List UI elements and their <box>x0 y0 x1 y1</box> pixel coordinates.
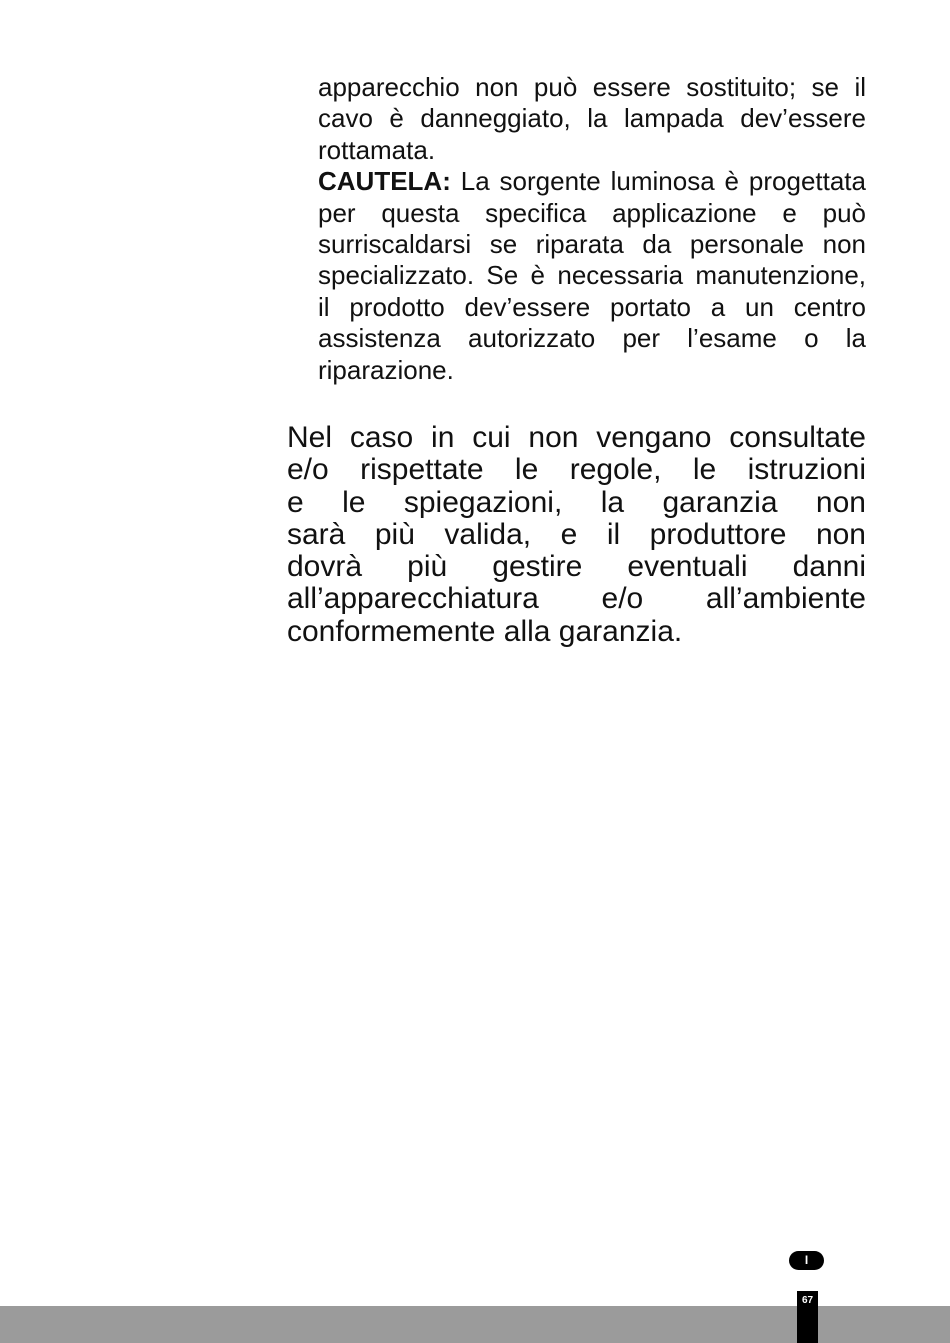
warranty-line-6: all’apparecchiatura e/o all’ambiente <box>287 582 866 616</box>
caution-body-line-1: per questa specifica applicazione e può <box>318 197 866 228</box>
warranty-paragraph <box>287 422 866 648</box>
caution-body-line-4: il prodotto dev’essere portato a un centro <box>318 291 866 322</box>
page-number: 67 <box>801 1295 814 1306</box>
caution-line-3: rottamata. <box>318 134 436 165</box>
warranty-line-3: e le spiegazioni, la garanzia non <box>287 485 866 519</box>
warranty-line-7: conformemente alla garanzia. <box>287 614 683 648</box>
caution-label-line-text: La sorgente luminosa è progettata <box>450 166 866 197</box>
caution-label: CAUTELA: <box>318 166 451 197</box>
page-number-tab <box>797 1291 818 1343</box>
caution-label-line <box>318 166 866 197</box>
caution-body-line-3: specializzato. Se è necessaria manutenzione, <box>318 260 866 291</box>
caution-body-line-6: riparazione. <box>318 354 454 385</box>
warranty-line-1: Nel caso in cui non vengano consultate <box>287 421 866 454</box>
caution-body-line-2: surriscaldarsi se riparata da personale non <box>318 228 866 259</box>
caution-paragraph <box>318 72 866 386</box>
language-badge: I <box>789 1251 824 1270</box>
warranty-line-5: dovrà più gestire eventuali danni <box>287 550 866 584</box>
caution-line-2: cavo è danneggiato, la lampada dev’essere <box>318 103 866 134</box>
caution-body-line-5: assistenza autorizzato per l’esame o la <box>318 323 866 354</box>
warranty-line-4: sarà più valida, e il produttore non <box>287 517 866 551</box>
caution-line-1: apparecchio non può essere sostituito; se il <box>318 72 866 102</box>
warranty-line-2: e/o rispettate le regole, le istruzioni <box>287 453 866 487</box>
